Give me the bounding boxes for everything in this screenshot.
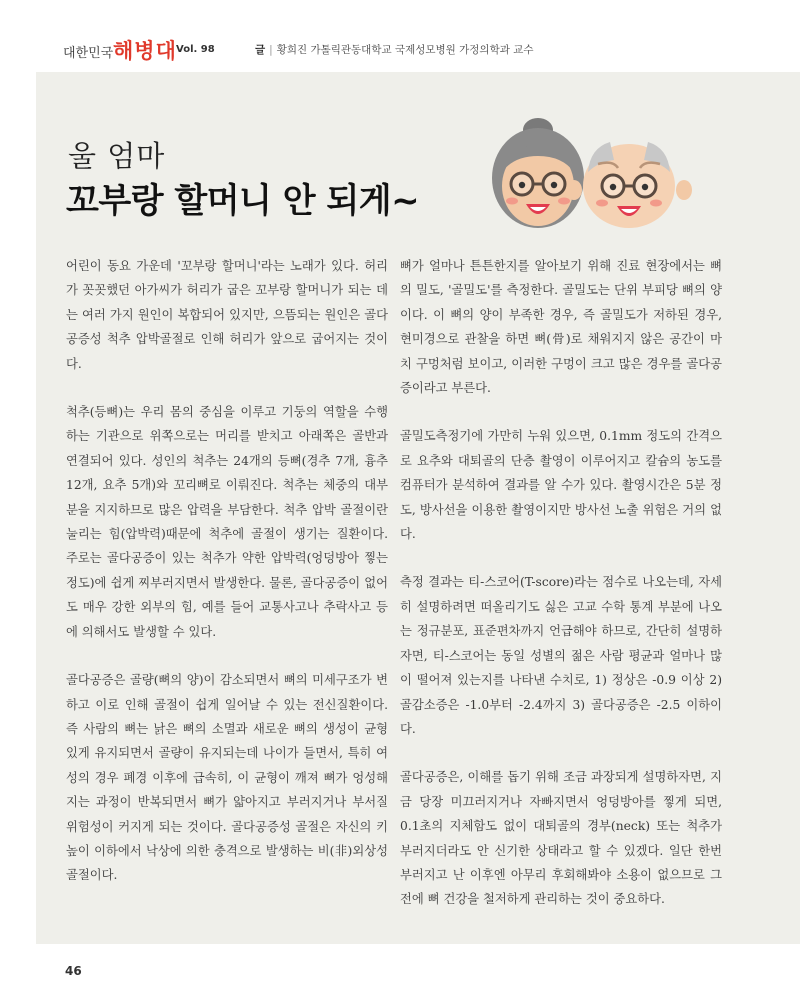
paragraph: 골다공증은 골량(뼈의 양)이 감소되면서 뼈의 미세구조가 변하고 이로 인해 골절이 쉽게 일어날 수 있는 전신질환이다. 즉 사람의 뼈는 낡은 뼈의 소멸과 새로운 뼈의 생성이 균형 있게 유지되면서 골량이 유지되는데 나이가 들면서, 특히 여성의 경우 폐경 이후에 급속히, 이 균형이 깨져 뼈가 엉성해지는 과정이 반복되면서 뼈가 얇아지고 부러지거나 부서질 위험성이 커지게 되는 것이다. 골다공증성 골절은 자신의 키 높이 이하에서 낙상에 의한 충격으로 발생하는 비(非)외상성 골절이다. [66, 673, 388, 883]
magazine-volume: Vol. 98 [176, 44, 215, 55]
article-column-left [66, 254, 388, 912]
grandfather-face-icon [566, 142, 692, 228]
paragraph: 골다공증은, 이해를 돕기 위해 조금 과장되게 설명하자면, 지금 당장 미끄러지거나 자빠지면서 엉덩방아를 찧게 되면, 0.1초의 지체함도 없이 대퇴골의 경부(neck) 또는 척추가 부러지더라도 안 신기한 상태라고 할 수 있겠다. 일단 한번 부러지고 난 이후엔 아무리 후회해봐야 소용이 없으므로 그 전에 뼈 건강을 철저하게 관리하는 것이 중요하다. [400, 770, 722, 907]
byline-separator: | [269, 44, 273, 56]
paragraph: 골밀도측정기에 가만히 누워 있으면, 0.1mm 정도의 간격으로 요추와 대퇴골의 단층 촬영이 이루어지고 칼슘의 농도를 컴퓨터가 분석하여 결과를 알 수가 있다. 촬영시간은 5분 정도, 방사선을 이용한 촬영이지만 방사선 노출 위험은 거의 없다. [400, 429, 722, 542]
elderly-couple-faces-icon [478, 112, 698, 232]
paragraph: 측정 결과는 티-스코어(T-score)라는 점수로 나오는데, 자세히 설명하려면 떠올리기도 싫은 고교 수학 통계 부분에 나오는 정규분포, 표준편차까지 언급해야 하므로, 간단히 설명하자면, 티-스코어는 동일 성별의 젊은 사람 평균과 얼마나 많이 떨어져 있는지를 나타낸 수치로, 1) 정상은 -0.9 이상 2) 골감소증은 -1.0부터 -2.4까지 3) 골다공증은 -2.5 이하이다. [400, 575, 722, 736]
magazine-brand-name: 해병대 [113, 39, 177, 63]
magazine-brand-prefix: 대한민국 [63, 46, 114, 61]
article-subtitle: 울 엄마 [68, 139, 166, 173]
byline-author: 황희진 가톨릭관동대학교 국제성모병원 가정의학과 교수 [276, 44, 534, 56]
page-number: 46 [65, 964, 82, 978]
author-byline [255, 42, 534, 57]
paragraph: 어린이 동요 가운데 '꼬부랑 할머니'라는 노래가 있다. 허리가 꼿꼿했던 아가씨가 허리가 굽은 꼬부랑 할머니가 되는 데는 여러 가지 원인이 복합되어 있지만, 으뜸되는 원인은 골다공증성 척추 압박골절로 인해 허리가 앞으로 굽어지는 것이다. [66, 259, 388, 371]
page-header [0, 0, 800, 72]
article-column-right [400, 254, 722, 936]
byline-label: 글 [255, 44, 266, 56]
paragraph: 뼈가 얼마나 튼튼한지를 알아보기 위해 진료 현장에서는 뼈의 밀도, '골밀도'를 측정한다. 골밀도는 단위 부피당 뼈의 양이다. 이 뼈의 양이 부족한 경우, 즉 골밀도가 저하된 경우, 현미경으로 관찰을 하면 뼈(骨)로 채워지지 않은 공간이 마치 구멍처럼 보이고, 이러한 구멍이 크고 많은 경우를 골다공증이라고 부른다. [400, 259, 722, 396]
paragraph: 척추(등뼈)는 우리 몸의 중심을 이루고 기둥의 역할을 수행하는 기관으로 위쪽으로는 머리를 받치고 아래쪽은 골반과 연결되어 있다. 성인의 척추는 24개의 등뼈(경추 7개, 흉추 12개, 요추 5개)와 꼬리뼈로 이뤄진다. 척추는 체중의 대부분을 지지하므로 많은 압력을 부담한다. 척추 압박 골절이란 눌리는 힘(압박력)때문에 척추에 골절이 생기는 질환이다. 주로는 골다공증이 있는 척추가 약한 압박력(엉덩방아 찧는 정도)에 쉽게 찌부러지면서 발생한다. 물론, 골다공증이 없어도 매우 강한 외부의 힘, 예를 들어 교통사고나 추락사고 등에 의해서도 발생할 수 있다. [66, 405, 388, 639]
article-title: 꼬부랑 할머니 안 되게~ [66, 181, 420, 221]
grandmother-face-icon [492, 118, 584, 228]
